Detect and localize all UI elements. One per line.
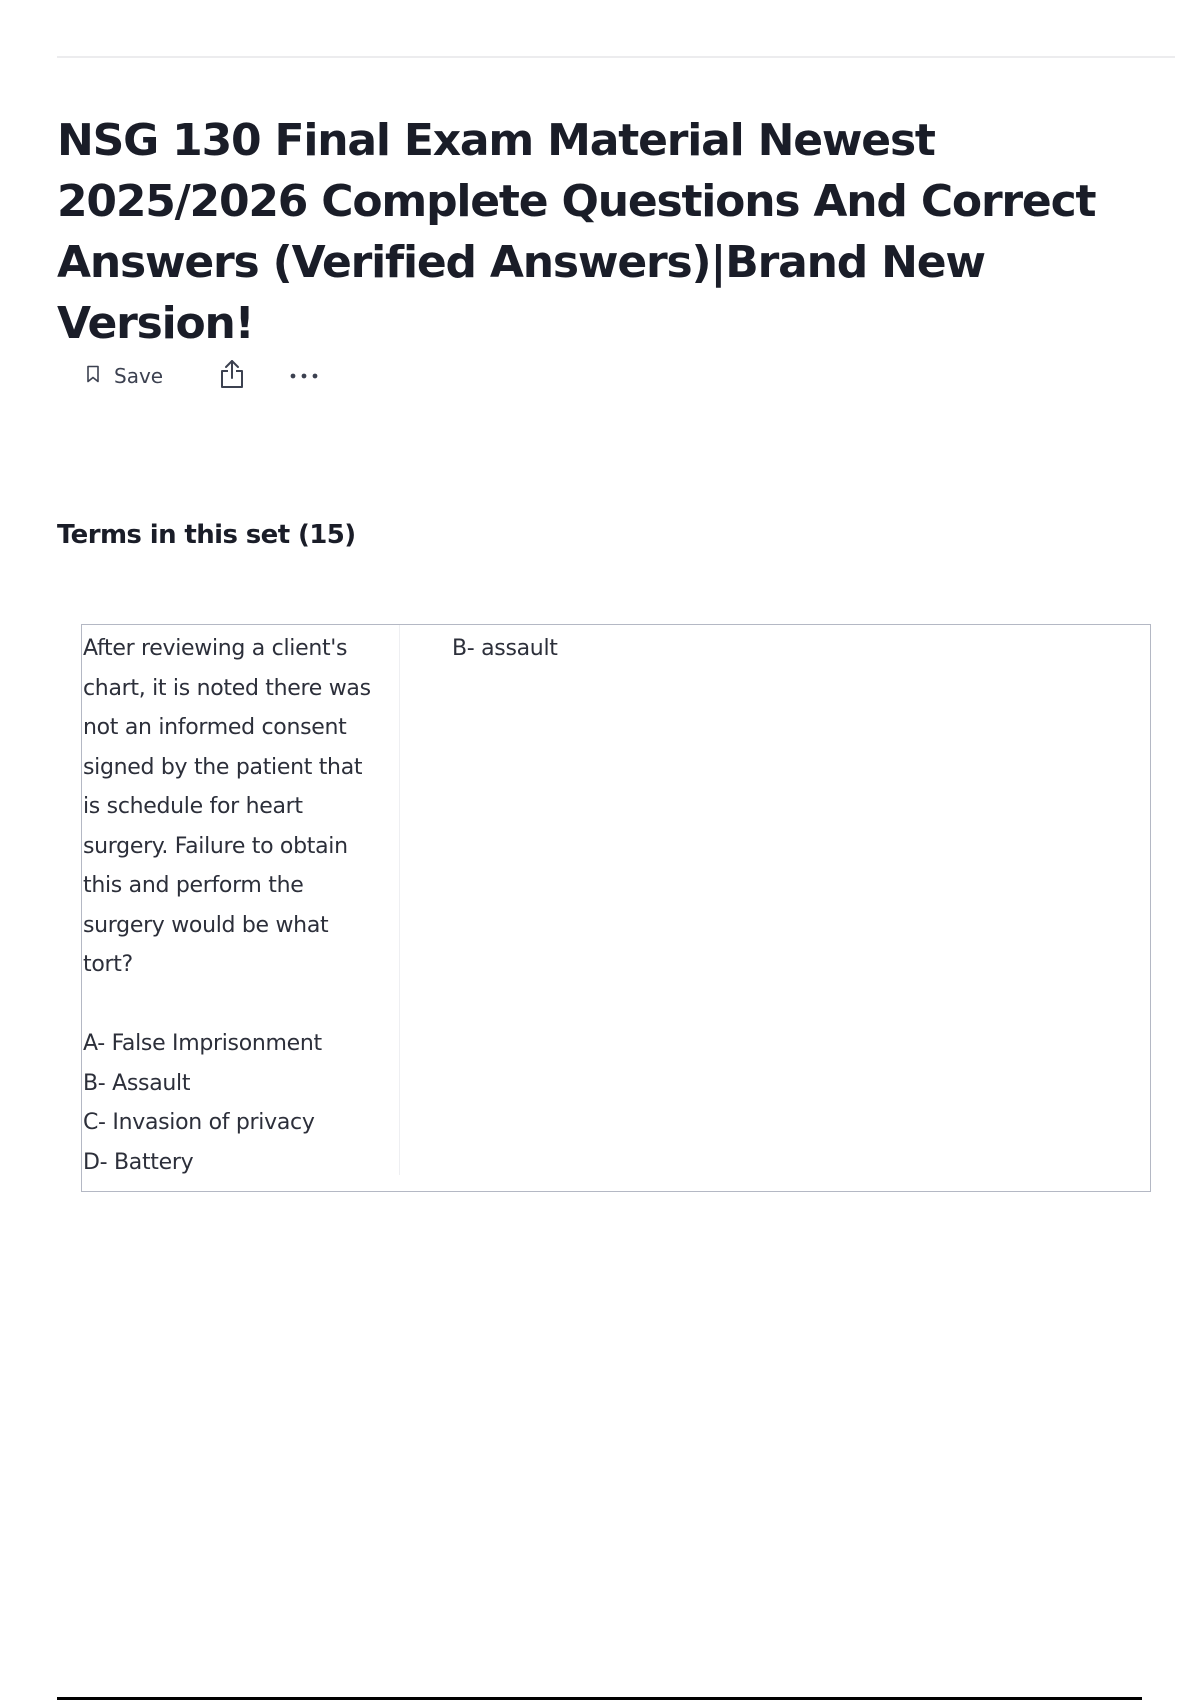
share-button[interactable] [219,359,245,394]
term-card [81,624,1151,1192]
definition-column [452,629,558,669]
more-icon [289,367,319,385]
top-divider [57,56,1175,58]
action-bar [86,358,319,394]
share-icon [219,359,245,394]
save-label: Save [114,364,164,388]
term-text: After reviewing a client's chart, it is noted there was not an informed consent signed by the patient that is schedule for heart surgery. Failure to obtain this and perform the surgery would be what tort? A- False Imprisonment B- Assault C- Invasion of privacy D- Battery [83,636,371,1175]
definition-text: B- assault [452,636,558,661]
terms-heading: Terms in this set (15) [57,520,356,550]
save-button[interactable] [86,364,163,388]
bookmark-icon [86,365,100,388]
more-options-button[interactable] [289,367,319,385]
term-column [82,625,400,1175]
page-title: NSG 130 Final Exam Material Newest 2025/2026 Complete Questions And Correct Answers (Verified Answers)|Brand New Version! [57,115,1096,349]
